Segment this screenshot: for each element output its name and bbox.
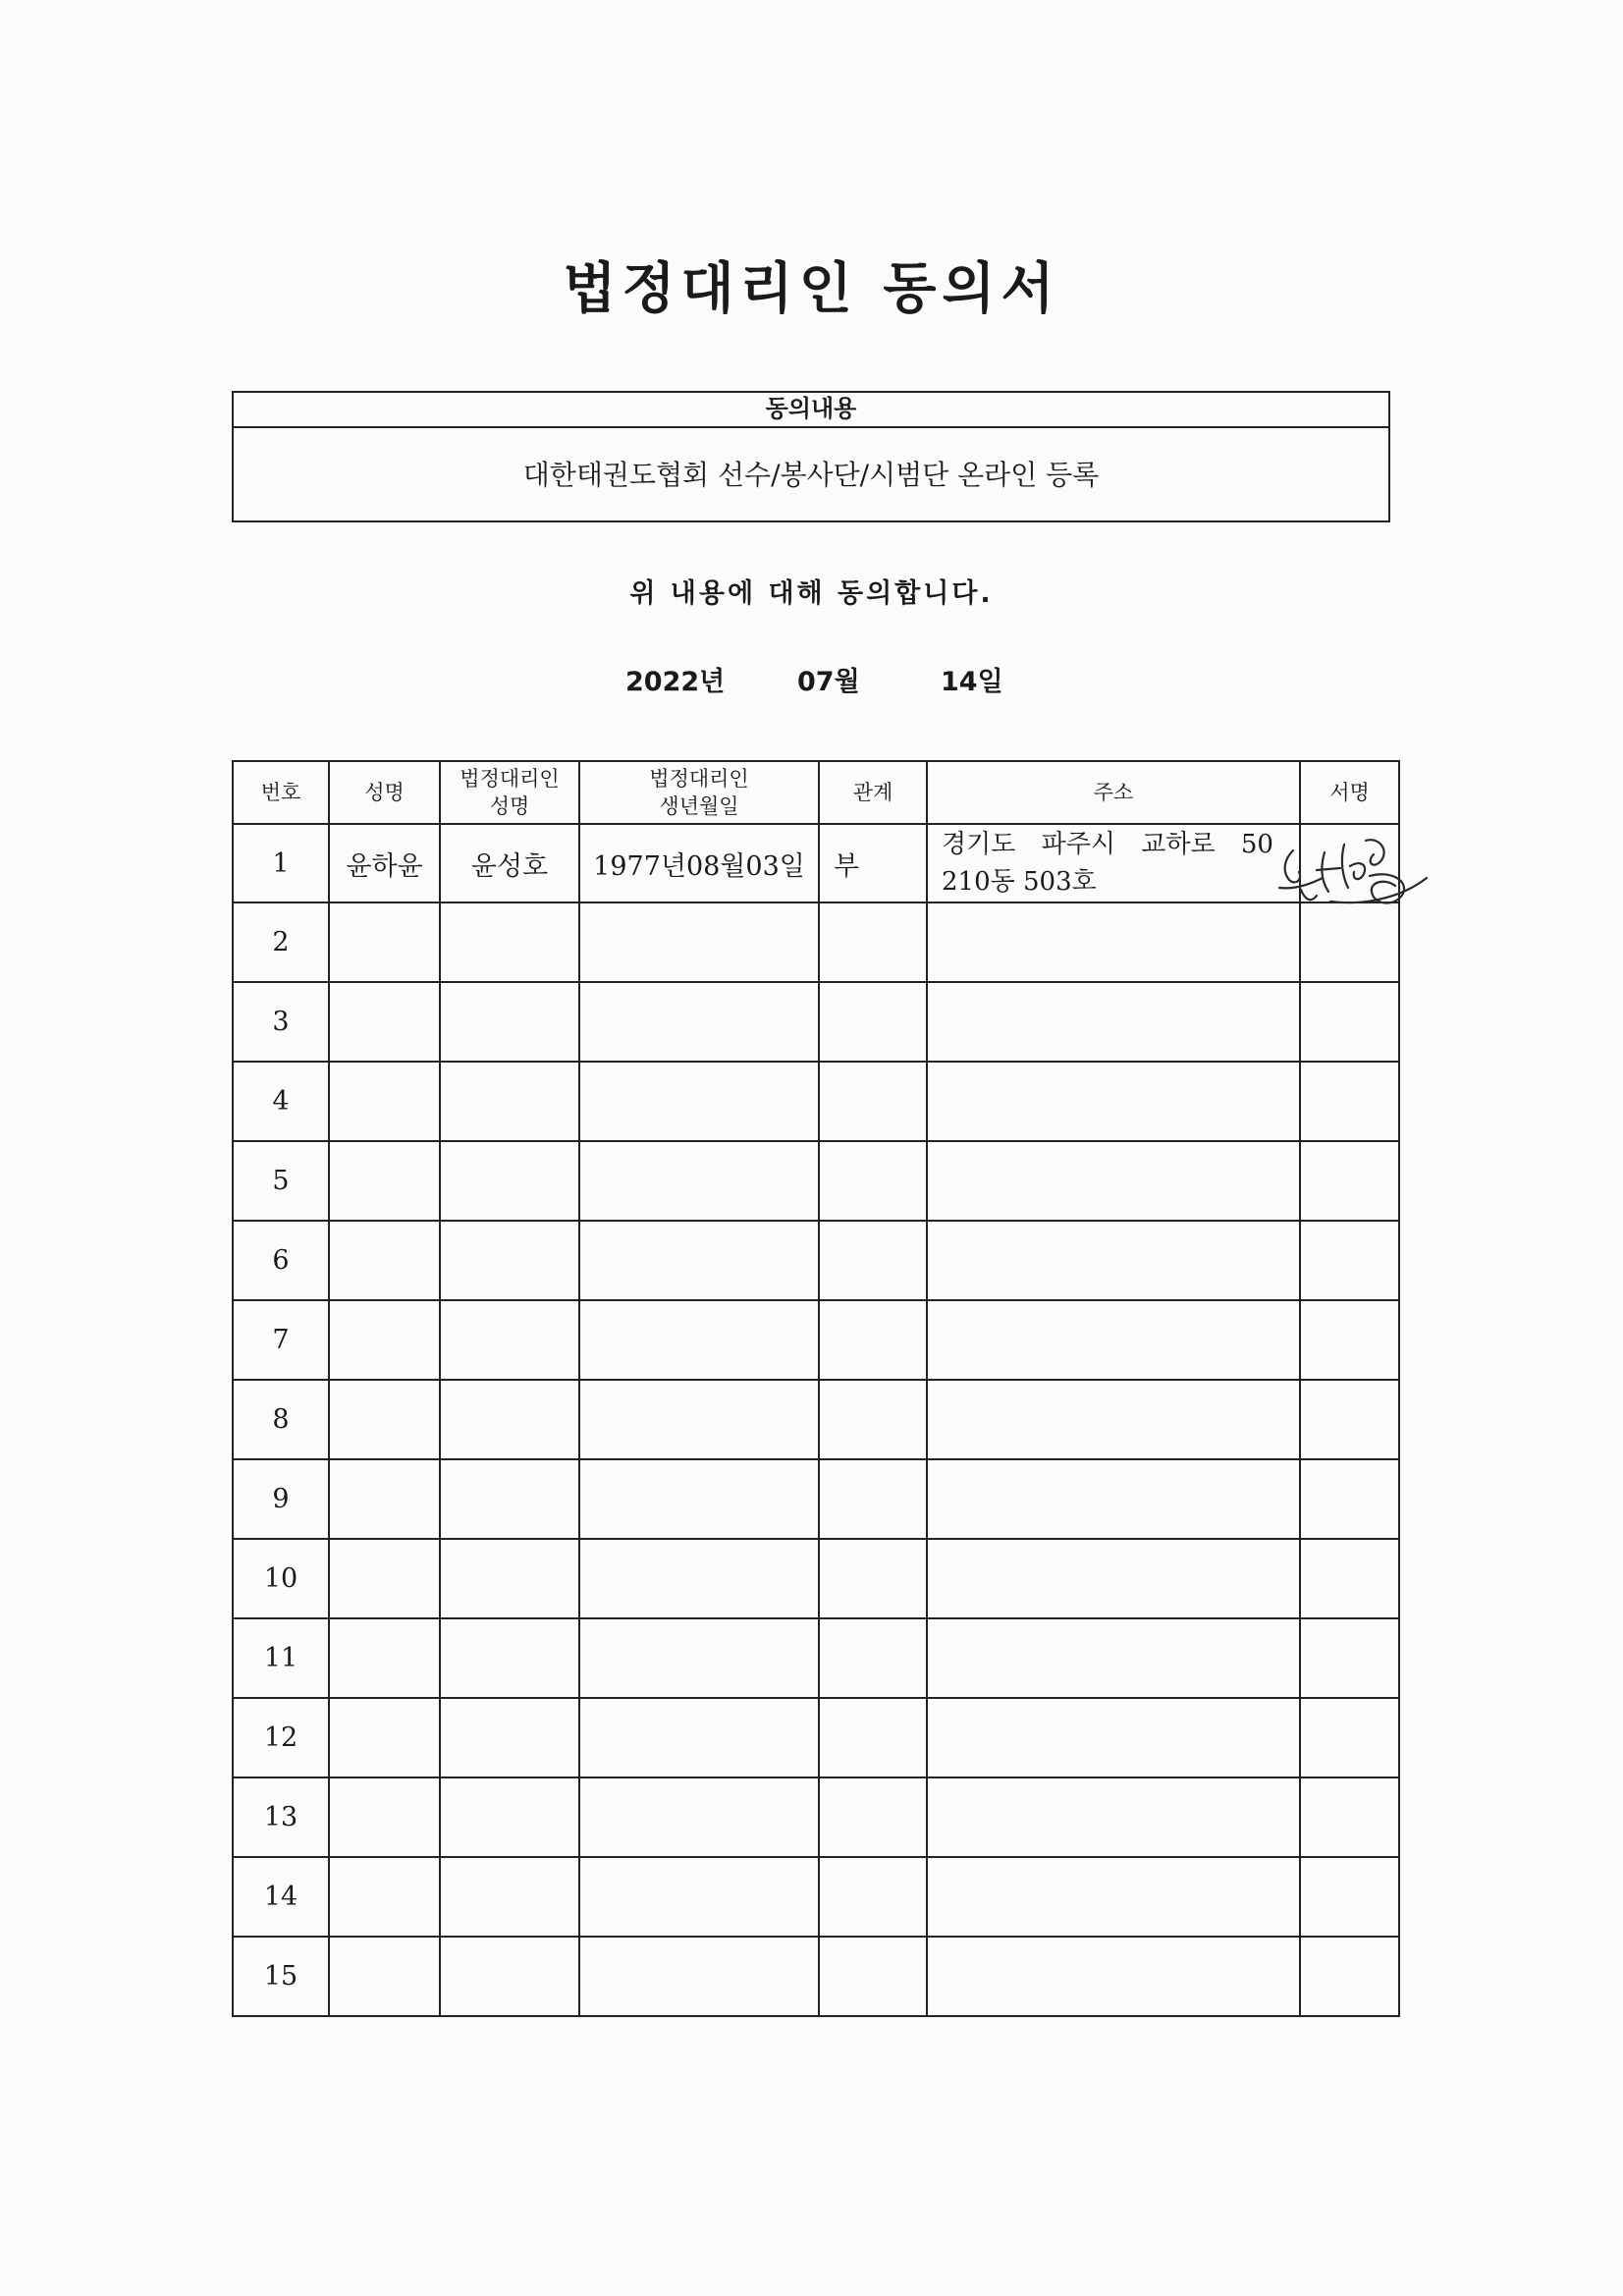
row-relation — [819, 1380, 927, 1459]
table-row — [233, 1857, 1399, 1937]
row-rep-birth — [579, 902, 819, 982]
row-address — [927, 1459, 1300, 1539]
row-rep-name — [440, 1618, 579, 1698]
row-rep-name — [440, 1539, 579, 1618]
header-rep-name-line1: 법정대리인 — [460, 767, 560, 791]
row-rep-birth — [579, 1141, 819, 1221]
table-row — [233, 1539, 1399, 1618]
row-rep-birth — [579, 1618, 819, 1698]
row-address — [927, 1300, 1300, 1380]
row-rep-birth — [579, 1539, 819, 1618]
row-address — [927, 1937, 1300, 2016]
header-no: 번호 — [233, 761, 329, 824]
row-number: 6 — [233, 1221, 329, 1300]
row-number: 5 — [233, 1141, 329, 1221]
date-day: 14일 — [941, 667, 1003, 697]
row-name — [329, 1221, 440, 1300]
row-name — [329, 1300, 440, 1380]
row-rep-name — [440, 1857, 579, 1937]
row-relation — [819, 1221, 927, 1300]
table-header-row — [233, 761, 1399, 824]
table-row — [233, 1459, 1399, 1539]
consent-content-box — [232, 391, 1390, 522]
date-month: 07월 — [797, 667, 860, 697]
row-rep-name — [440, 1141, 579, 1221]
row-name — [329, 1618, 440, 1698]
handwritten-signature — [1271, 831, 1429, 911]
table-row — [233, 1062, 1399, 1141]
row-rep-name — [440, 982, 579, 1062]
table-row — [233, 1777, 1399, 1857]
row-address-line2: 210동 503호 — [942, 867, 1097, 897]
row-rep-birth — [579, 1300, 819, 1380]
row-rep-birth — [579, 1062, 819, 1141]
table-row — [233, 1698, 1399, 1777]
row-signature — [1300, 1380, 1399, 1459]
row-signature — [1300, 1062, 1399, 1141]
row-number: 10 — [233, 1539, 329, 1618]
row-number: 8 — [233, 1380, 329, 1459]
row-rep-birth — [579, 1221, 819, 1300]
row-name — [329, 1459, 440, 1539]
row-address — [927, 982, 1300, 1062]
row-rep-name — [440, 1698, 579, 1777]
row-rep-birth — [579, 1777, 819, 1857]
row-rep-name — [440, 1459, 579, 1539]
header-rep-birth — [579, 761, 819, 824]
row-signature — [1300, 1300, 1399, 1380]
row-name — [329, 1857, 440, 1937]
consent-header: 동의내용 — [234, 393, 1388, 428]
row-address — [927, 1539, 1300, 1618]
row-relation — [819, 1459, 927, 1539]
row-signature — [1300, 902, 1399, 982]
row-signature — [1300, 1777, 1399, 1857]
row-relation — [819, 1300, 927, 1380]
row-address-line1: 경기도 파주시 교하로 50 — [942, 830, 1273, 859]
header-relation: 관계 — [819, 761, 927, 824]
header-signature: 서명 — [1300, 761, 1399, 824]
row-rep-name — [440, 1777, 579, 1857]
row-signature — [1300, 982, 1399, 1062]
row-name — [329, 1937, 440, 2016]
row-signature — [1300, 1937, 1399, 2016]
row-name — [329, 1380, 440, 1459]
row-signature — [1300, 1539, 1399, 1618]
row-address — [927, 1618, 1300, 1698]
row-signature — [1300, 824, 1399, 902]
row-relation — [819, 902, 927, 982]
row-name — [329, 1698, 440, 1777]
row-address — [927, 1777, 1300, 1857]
row-relation — [819, 1777, 927, 1857]
row-signature — [1300, 1698, 1399, 1777]
agreement-statement: 위 내용에 대해 동의합니다. — [629, 578, 994, 609]
row-rep-birth — [579, 1937, 819, 2016]
row-rep-birth — [579, 1857, 819, 1937]
table-row — [233, 1221, 1399, 1300]
row-relation — [819, 1937, 927, 2016]
row-relation — [819, 1618, 927, 1698]
table-row — [233, 1618, 1399, 1698]
header-address: 주소 — [927, 761, 1300, 824]
row-signature — [1300, 1618, 1399, 1698]
row-number: 12 — [233, 1698, 329, 1777]
row-rep-birth — [579, 982, 819, 1062]
row-rep-birth — [579, 1380, 819, 1459]
table-row — [233, 982, 1399, 1062]
row-number: 4 — [233, 1062, 329, 1141]
row-number: 14 — [233, 1857, 329, 1937]
row-number: 11 — [233, 1618, 329, 1698]
table-row — [233, 1380, 1399, 1459]
row-name — [329, 1777, 440, 1857]
row-rep-name — [440, 1221, 579, 1300]
row-rep-birth — [579, 1698, 819, 1777]
row-rep-name — [440, 1937, 579, 2016]
row-rep-name — [440, 1300, 579, 1380]
row-relation — [819, 1141, 927, 1221]
date-year: 2022년 — [625, 667, 726, 697]
row-name — [329, 1539, 440, 1618]
row-rep-name — [440, 1062, 579, 1141]
row-relation: 부 — [819, 824, 927, 902]
row-relation — [819, 1539, 927, 1618]
header-rep-birth-line2: 생년월일 — [659, 794, 739, 818]
row-address — [927, 1380, 1300, 1459]
header-rep-name — [440, 761, 579, 824]
row-rep-name — [440, 902, 579, 982]
row-signature — [1300, 1221, 1399, 1300]
table-row — [233, 1141, 1399, 1221]
row-address — [927, 1062, 1300, 1141]
row-name — [329, 1141, 440, 1221]
row-number: 13 — [233, 1777, 329, 1857]
row-number: 7 — [233, 1300, 329, 1380]
row-rep-birth: 1977년08월03일 — [579, 824, 819, 902]
row-name — [329, 1062, 440, 1141]
row-address — [927, 902, 1300, 982]
table-row — [233, 902, 1399, 982]
table-row — [233, 1300, 1399, 1380]
row-address — [927, 824, 1300, 902]
table-row — [233, 824, 1399, 902]
row-number: 9 — [233, 1459, 329, 1539]
row-number: 1 — [233, 824, 329, 902]
header-rep-birth-line1: 법정대리인 — [649, 767, 749, 791]
row-relation — [819, 1698, 927, 1777]
row-signature — [1300, 1857, 1399, 1937]
row-address — [927, 1857, 1300, 1937]
row-relation — [819, 1062, 927, 1141]
row-name — [329, 902, 440, 982]
row-number: 2 — [233, 902, 329, 982]
row-rep-name: 윤성호 — [440, 824, 579, 902]
table-row — [233, 1937, 1399, 2016]
consent-table — [232, 760, 1400, 2017]
row-signature — [1300, 1459, 1399, 1539]
row-address — [927, 1141, 1300, 1221]
row-name — [329, 982, 440, 1062]
consent-content: 대한태권도협회 선수/봉사단/시범단 온라인 등록 — [522, 459, 1100, 491]
document-title: 법정대리인 동의서 — [563, 257, 1060, 321]
row-relation — [819, 1857, 927, 1937]
header-rep-name-line2: 성명 — [489, 794, 530, 818]
row-address — [927, 1221, 1300, 1300]
row-number: 3 — [233, 982, 329, 1062]
row-number: 15 — [233, 1937, 329, 2016]
row-rep-birth — [579, 1459, 819, 1539]
row-rep-name — [440, 1380, 579, 1459]
row-relation — [819, 982, 927, 1062]
row-name: 윤하윤 — [329, 824, 440, 902]
header-name: 성명 — [329, 761, 440, 824]
row-address — [927, 1698, 1300, 1777]
row-signature — [1300, 1141, 1399, 1221]
